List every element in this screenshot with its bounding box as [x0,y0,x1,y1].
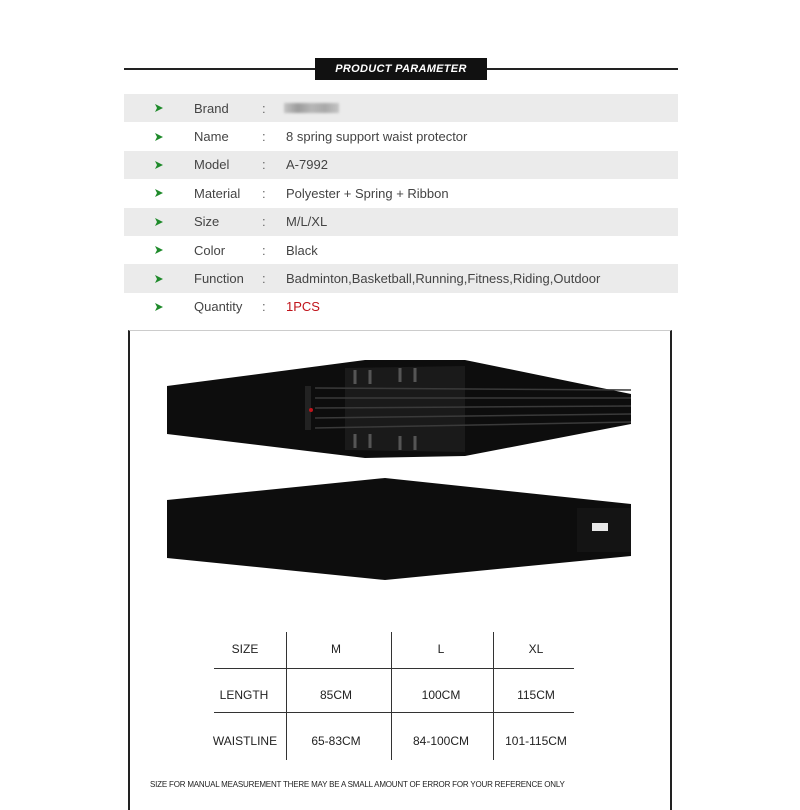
waist-belt-front-image [165,354,635,464]
green-arrow-icon [154,188,164,198]
param-row-name [124,122,678,150]
green-arrow-icon [154,217,164,227]
param-label: Brand [194,100,229,116]
table-row-label: WAISTLINE [212,734,278,748]
table-cell: 84-100CM [412,734,470,748]
table-row-label: LENGTH [219,688,269,702]
table-cell: 85CM [319,688,352,702]
param-colon: : [262,100,266,116]
green-arrow-icon [154,302,164,312]
param-colon: : [262,242,266,258]
param-row-function [124,264,678,292]
param-row-model [124,151,678,179]
param-row-brand [124,94,678,122]
green-arrow-icon [154,103,164,113]
param-value: Badminton,Basketball,Running,Fitness,Riding,Outdoor [286,271,601,287]
param-colon: : [262,299,266,315]
param-value: A-7992 [286,157,328,173]
param-value: Black [286,242,318,258]
param-value: Polyester + Spring + Ribbon [286,185,449,201]
param-label: Size [194,214,220,230]
param-label: Quantity [194,299,243,315]
table-header-cell: SIZE [231,642,259,656]
table-header-cell: M [331,642,341,656]
section-title: PRODUCT PARAMETER [315,58,487,80]
parameter-list [124,94,678,321]
param-value: 8 spring support waist protector [286,129,468,145]
param-value: M/L/XL [286,214,328,230]
param-value: 1PCS [286,299,320,315]
measurement-footnote: SIZE FOR MANUAL MEASUREMENT THERE MAY BE A SMALL AMOUNT OF ERROR FOR YOUR REFERENCE ONLY [150,780,565,789]
waist-belt-back-image [165,476,635,586]
param-label: Model [194,157,230,173]
table-cell: 115CM [517,688,555,702]
table-cell: 65-83CM [311,734,361,748]
green-arrow-icon [154,245,164,255]
param-colon: : [262,214,266,230]
param-row-size [124,208,678,236]
green-arrow-icon [154,160,164,170]
brand-logo-blurred [284,103,339,113]
param-label: Name [194,129,229,145]
table-header-cell: XL [528,642,544,656]
param-row-color [124,236,678,264]
param-label: Function [194,271,244,287]
green-arrow-icon [154,132,164,142]
param-label: Color [194,242,226,258]
table-cell: 100CM [421,688,461,702]
param-row-quantity [124,293,678,321]
param-label: Material [194,185,241,201]
table-divider [214,712,574,713]
param-colon: : [262,157,266,173]
table-cell: 101-115CM [505,734,567,748]
param-colon: : [262,271,266,287]
table-divider [214,668,574,669]
param-colon: : [262,185,266,201]
param-colon: : [262,129,266,145]
green-arrow-icon [154,274,164,284]
param-row-material [124,179,678,207]
table-header-cell: L [437,642,445,656]
